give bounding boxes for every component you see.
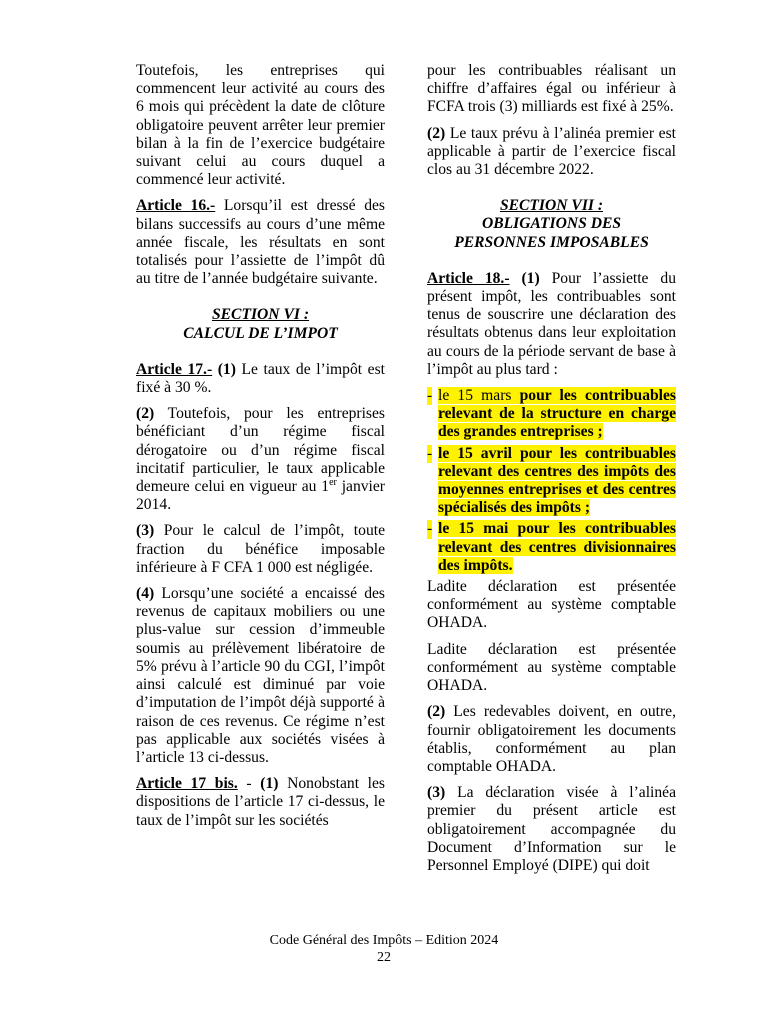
article-17-sup: er [329, 476, 337, 488]
article-17-p2 [136, 405, 385, 514]
article-17-bis-text: Nonobstant les dispositions de l’article 17 ci-dessus, le taux de l’impôt sur les sociétés [136, 775, 385, 829]
paragraph-2-num: (2) [427, 124, 446, 142]
list-item-bold: le 15 avril pour les contribuables relevant des centres des impôts des moyennes entreprises et des centres spécialisés des impôts ; [438, 444, 676, 517]
article-17-num-1: (1) [217, 360, 236, 378]
right-column [427, 62, 676, 883]
article-18-num-2: (2) [427, 703, 446, 721]
section-vii-subtitle-2: PERSONNES IMPOSABLES [454, 233, 649, 251]
article-17-num-3: (3) [136, 522, 155, 540]
list-item-bold: pour les contribuables relevant de la structure en charge des grandes entreprises ; [438, 387, 677, 441]
article-18-num-3: (3) [427, 784, 446, 802]
page-footer [0, 932, 768, 966]
article-16-title: Article 16.- [136, 197, 216, 215]
article-18-title: Article 18.- [427, 269, 510, 287]
paragraph-2 [427, 125, 676, 180]
article-17-p3 [136, 522, 385, 577]
article-16 [136, 197, 385, 288]
article-17-bis-title: Article 17 bis. [136, 775, 238, 793]
section-vii-subtitle-1: OBLIGATIONS DES [481, 215, 622, 233]
declaration-2: Ladite déclaration est présentée conformément au système comptable OHADA. [427, 640, 676, 695]
article-17-bis-num: (1) [260, 775, 279, 793]
article-18-text-3: La déclaration visée à l’alinéa premier du présent article est obligatoirement accompagnée du Document d’Information sur le Personnel Employé (DIPE) qui doit [427, 784, 676, 874]
section-vii-title: SECTION VII : [499, 197, 604, 215]
article-17-num-2: (2) [136, 405, 155, 423]
article-17-title: Article 17.- [136, 360, 213, 378]
section-vi-subtitle: CALCUL DE L’IMPOT [183, 324, 338, 342]
article-17-bis [136, 775, 385, 830]
list-item-dash: - [427, 387, 433, 405]
list-item-plain: le 15 mars [438, 387, 520, 405]
article-17-p1 [136, 361, 385, 397]
footer-title: Code Général des Impôts – Edition 2024 [269, 933, 499, 948]
list-item [427, 387, 676, 442]
declaration-1: Ladite déclaration est présentée conformément au système comptable OHADA. [427, 578, 676, 632]
article-18-num: (1) [509, 269, 540, 287]
article-17-text-3: Pour le calcul de l’impôt, toute fraction du bénéfice imposable inférieure à F CFA 1 000 est négligée. [136, 522, 385, 576]
left-column [136, 62, 385, 838]
list-item-bold: le 15 mai pour les contribuables relevant des centres divisionnaires des impôts. [438, 520, 676, 574]
article-17-text-1: Le taux de l’impôt est fixé à 30 %. [136, 360, 385, 397]
article-18-text: Pour l’assiette du présent impôt, les contribuables sont tenus de souscrire une déclaration des résultats obtenus dans leur exploitation au cours de la période servant de base à l’impôt au plus tard : [427, 269, 677, 378]
article-17-text-2b: janvier 2014. [136, 478, 385, 514]
article-18-p2 [427, 703, 676, 776]
page-number: 22 [377, 950, 391, 965]
article-18-text-2: Les redevables doivent, en outre, fournir obligatoirement les documents établis, conformément au plan comptable OHADA. [427, 703, 676, 775]
article-17-bis-dash: - [237, 775, 261, 793]
section-vi-title: SECTION VI : [211, 306, 310, 324]
list-item [427, 520, 676, 575]
paragraph-2-text: Le taux prévu à l’alinéa premier est applicable à partir de l’exercice fiscal clos au 31 décembre 2022. [427, 124, 676, 179]
section-vi-heading [136, 306, 385, 342]
paragraph-intro: Toutefois, les entreprises qui commencent leur activité au cours des 6 mois qui précèdent la date de clôture obligatoire peuvent arrêter leur premier bilan à la fin de l’exercice budgétaire suivant celui au cours duquel a commencé leur activité. [136, 62, 385, 189]
list-item-dash: - [427, 520, 433, 538]
list-item-dash: - [427, 444, 433, 462]
article-17-text-4: Lorsqu’une société a encaissé des revenus de capitaux mobiliers ou une plus-value sur cession d’immeuble soumis au prélèvement libératoire de 5% prévu à l’article 90 du CGI, l’impôt ainsi calculé est diminué par voie d’imputation de l’impôt déjà supporté à raison de ces revenus. Ce régime n’est pas applicable aux sociétés visées à l’article 13 ci-dessus. [136, 585, 385, 766]
article-18-p1 [427, 270, 676, 379]
article-17-p4 [136, 585, 385, 767]
article-18-p3 [427, 784, 676, 875]
paragraph-continued: pour les contribuables réalisant un chiffre d’affaires égal ou inférieur à FCFA trois (3) milliards est fixé à 25%. [427, 62, 676, 116]
section-vii-heading [427, 197, 676, 252]
list-item [427, 445, 676, 518]
article-17-text-2a: Toutefois, pour les entreprises bénéficiant d’un régime fiscal dérogatoire ou d’un régime fiscal incitatif particulier, le taux applicable demeure celui en vigueur au 1 [136, 405, 385, 496]
article-17-num-4: (4) [136, 585, 155, 603]
article-16-text: Lorsqu’il est dressé des bilans successifs au cours d’une même année fiscale, les résultats en sont totalisés pour l’assiette de l’impôt dû au titre de l’année budgétaire suivante. [136, 197, 385, 288]
